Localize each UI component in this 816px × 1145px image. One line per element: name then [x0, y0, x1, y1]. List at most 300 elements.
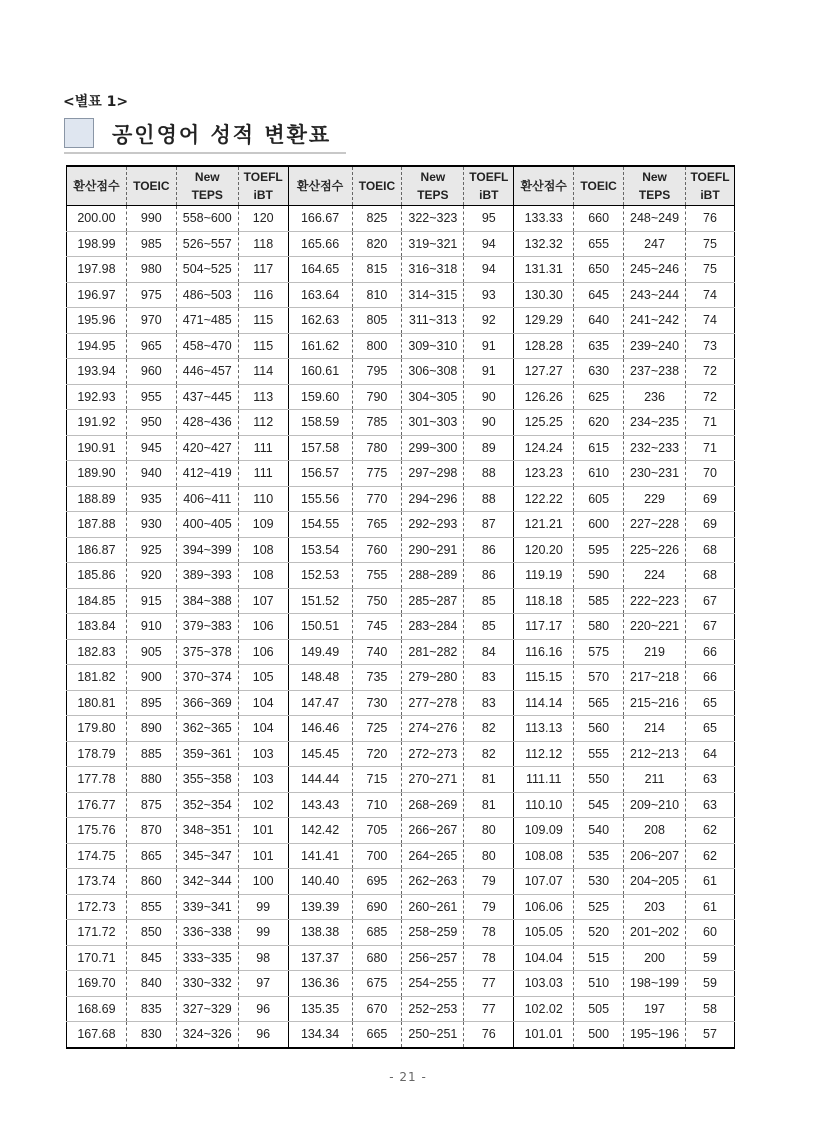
cell-toeic-3: 570: [574, 665, 624, 691]
cell-score-3: 111.11: [514, 767, 574, 793]
header-toefl-line2: iBT: [479, 188, 499, 202]
table-row: [67, 410, 735, 436]
cell-score-3: 122.22: [514, 486, 574, 512]
cell-score-1: 190.91: [67, 435, 127, 461]
cell-toeic-1: 935: [126, 486, 176, 512]
table-row: [67, 486, 735, 512]
header-teps-line2: TEPS: [191, 188, 223, 202]
score-conversion-table: [66, 165, 735, 1049]
cell-toefl-1: 108: [238, 537, 288, 563]
cell-toeic-2: 790: [352, 384, 402, 410]
cell-score-3: 107.07: [514, 869, 574, 895]
cell-teps-3: 197: [624, 996, 686, 1022]
cell-toeic-1: 855: [126, 894, 176, 920]
cell-toeic-2: 785: [352, 410, 402, 436]
header-teps-line1: New: [420, 170, 446, 184]
cell-toefl-1: 115: [238, 333, 288, 359]
cell-teps-2: 294~296: [402, 486, 464, 512]
cell-teps-2: 281~282: [402, 639, 464, 665]
cell-score-3: 128.28: [514, 333, 574, 359]
cell-score-2: 148.48: [288, 665, 352, 691]
cell-toefl-1: 107: [238, 588, 288, 614]
cell-toeic-2: 670: [352, 996, 402, 1022]
cell-score-3: 104.04: [514, 945, 574, 971]
cell-toeic-1: 830: [126, 1022, 176, 1048]
header-toeic: TOEIC: [574, 166, 624, 206]
cell-teps-2: 260~261: [402, 894, 464, 920]
cell-toeic-2: 755: [352, 563, 402, 589]
table-row: [67, 869, 735, 895]
cell-teps-1: 352~354: [176, 792, 238, 818]
cell-toefl-2: 91: [464, 333, 514, 359]
cell-teps-2: 256~257: [402, 945, 464, 971]
cell-toeic-1: 970: [126, 308, 176, 334]
table-row: [67, 282, 735, 308]
cell-teps-1: 384~388: [176, 588, 238, 614]
cell-toeic-2: 795: [352, 359, 402, 385]
cell-toeic-2: 680: [352, 945, 402, 971]
cell-teps-2: 309~310: [402, 333, 464, 359]
cell-teps-2: 254~255: [402, 971, 464, 997]
cell-teps-3: 232~233: [624, 435, 686, 461]
cell-toefl-3: 60: [686, 920, 735, 946]
table-row: [67, 920, 735, 946]
cell-toeic-2: 735: [352, 665, 402, 691]
cell-score-1: 194.95: [67, 333, 127, 359]
cell-teps-3: 217~218: [624, 665, 686, 691]
cell-score-1: 185.86: [67, 563, 127, 589]
cell-toeic-3: 540: [574, 818, 624, 844]
cell-toeic-3: 585: [574, 588, 624, 614]
cell-score-3: 130.30: [514, 282, 574, 308]
cell-score-2: 139.39: [288, 894, 352, 920]
cell-score-3: 102.02: [514, 996, 574, 1022]
cell-teps-3: 225~226: [624, 537, 686, 563]
table-row: [67, 741, 735, 767]
cell-toefl-2: 77: [464, 996, 514, 1022]
table-row: [67, 971, 735, 997]
cell-score-3: 103.03: [514, 971, 574, 997]
cell-teps-3: 220~221: [624, 614, 686, 640]
header-toeic: TOEIC: [126, 166, 176, 206]
header-teps: [402, 166, 464, 206]
cell-toefl-3: 69: [686, 486, 735, 512]
cell-toefl-1: 106: [238, 614, 288, 640]
cell-score-1: 196.97: [67, 282, 127, 308]
cell-score-1: 172.73: [67, 894, 127, 920]
cell-toeic-1: 940: [126, 461, 176, 487]
cell-teps-1: 394~399: [176, 537, 238, 563]
header-score: 환산점수: [67, 166, 127, 206]
cell-toefl-3: 75: [686, 257, 735, 283]
cell-toeic-1: 990: [126, 206, 176, 232]
table-row: [67, 231, 735, 257]
cell-toefl-3: 74: [686, 282, 735, 308]
table-row: [67, 792, 735, 818]
cell-teps-3: 200: [624, 945, 686, 971]
cell-teps-1: 359~361: [176, 741, 238, 767]
cell-toefl-2: 86: [464, 563, 514, 589]
cell-toefl-2: 85: [464, 588, 514, 614]
cell-teps-1: 558~600: [176, 206, 238, 232]
cell-teps-3: 236: [624, 384, 686, 410]
table-row: [67, 767, 735, 793]
cell-score-1: 189.90: [67, 461, 127, 487]
table-row: [67, 996, 735, 1022]
cell-score-3: 118.18: [514, 588, 574, 614]
header-toeic: TOEIC: [352, 166, 402, 206]
table-row: [67, 435, 735, 461]
cell-toefl-1: 104: [238, 690, 288, 716]
cell-score-3: 114.14: [514, 690, 574, 716]
cell-toefl-1: 105: [238, 665, 288, 691]
cell-toefl-1: 111: [238, 435, 288, 461]
cell-toefl-3: 59: [686, 971, 735, 997]
cell-toefl-1: 117: [238, 257, 288, 283]
page-title: 공인영어 성적 변환표: [112, 123, 332, 147]
cell-teps-2: 250~251: [402, 1022, 464, 1048]
cell-score-1: 198.99: [67, 231, 127, 257]
cell-toefl-1: 103: [238, 741, 288, 767]
cell-toefl-1: 116: [238, 282, 288, 308]
cell-toefl-2: 92: [464, 308, 514, 334]
cell-teps-1: 471~485: [176, 308, 238, 334]
cell-toefl-1: 114: [238, 359, 288, 385]
cell-teps-1: 400~405: [176, 512, 238, 538]
cell-toeic-3: 575: [574, 639, 624, 665]
cell-score-3: 120.20: [514, 537, 574, 563]
cell-toeic-2: 760: [352, 537, 402, 563]
cell-teps-2: 266~267: [402, 818, 464, 844]
table-row: [67, 665, 735, 691]
cell-teps-1: 362~365: [176, 716, 238, 742]
cell-toefl-2: 77: [464, 971, 514, 997]
header-teps-line1: New: [642, 170, 667, 184]
cell-score-2: 166.67: [288, 206, 352, 232]
cell-teps-2: 301~303: [402, 410, 464, 436]
cell-score-3: 127.27: [514, 359, 574, 385]
cell-score-2: 150.51: [288, 614, 352, 640]
cell-teps-1: 406~411: [176, 486, 238, 512]
cell-score-2: 147.47: [288, 690, 352, 716]
cell-score-3: 129.29: [514, 308, 574, 334]
cell-toefl-2: 84: [464, 639, 514, 665]
cell-teps-1: 339~341: [176, 894, 238, 920]
cell-toefl-1: 98: [238, 945, 288, 971]
cell-teps-2: 290~291: [402, 537, 464, 563]
cell-teps-2: 258~259: [402, 920, 464, 946]
cell-toefl-2: 79: [464, 869, 514, 895]
header-teps-line2: TEPS: [417, 188, 449, 202]
cell-toeic-2: 770: [352, 486, 402, 512]
cell-teps-1: 458~470: [176, 333, 238, 359]
cell-score-1: 176.77: [67, 792, 127, 818]
cell-toefl-1: 111: [238, 461, 288, 487]
cell-toefl-2: 88: [464, 486, 514, 512]
cell-score-2: 140.40: [288, 869, 352, 895]
cell-toefl-3: 72: [686, 384, 735, 410]
cell-teps-1: 504~525: [176, 257, 238, 283]
cell-toeic-1: 910: [126, 614, 176, 640]
cell-score-1: 181.82: [67, 665, 127, 691]
cell-toeic-1: 865: [126, 843, 176, 869]
cell-toeic-2: 690: [352, 894, 402, 920]
cell-teps-1: 327~329: [176, 996, 238, 1022]
cell-toefl-1: 96: [238, 1022, 288, 1048]
cell-score-1: 183.84: [67, 614, 127, 640]
cell-toefl-3: 73: [686, 333, 735, 359]
cell-toefl-3: 66: [686, 665, 735, 691]
cell-teps-3: 247: [624, 231, 686, 257]
cell-toefl-1: 104: [238, 716, 288, 742]
cell-teps-2: 279~280: [402, 665, 464, 691]
cell-teps-3: 248~249: [624, 206, 686, 232]
cell-toefl-2: 78: [464, 945, 514, 971]
cell-score-3: 112.12: [514, 741, 574, 767]
cell-toeic-2: 695: [352, 869, 402, 895]
cell-teps-1: 342~344: [176, 869, 238, 895]
cell-toefl-3: 71: [686, 410, 735, 436]
cell-score-1: 197.98: [67, 257, 127, 283]
table-row: [67, 384, 735, 410]
cell-score-2: 156.57: [288, 461, 352, 487]
cell-toeic-3: 600: [574, 512, 624, 538]
cell-toefl-1: 99: [238, 920, 288, 946]
cell-toefl-3: 70: [686, 461, 735, 487]
cell-score-2: 153.54: [288, 537, 352, 563]
cell-teps-2: 264~265: [402, 843, 464, 869]
cell-toeic-1: 950: [126, 410, 176, 436]
cell-toefl-3: 63: [686, 767, 735, 793]
cell-toefl-2: 94: [464, 231, 514, 257]
cell-score-2: 155.56: [288, 486, 352, 512]
cell-score-2: 151.52: [288, 588, 352, 614]
header-teps-line1: New: [194, 170, 220, 184]
cell-toefl-2: 90: [464, 410, 514, 436]
cell-toeic-1: 985: [126, 231, 176, 257]
cell-toefl-3: 58: [686, 996, 735, 1022]
table-row: [67, 461, 735, 487]
cell-teps-2: 314~315: [402, 282, 464, 308]
cell-toefl-3: 68: [686, 563, 735, 589]
cell-score-1: 193.94: [67, 359, 127, 385]
table-row: [67, 206, 735, 232]
cell-toeic-1: 960: [126, 359, 176, 385]
cell-toeic-2: 665: [352, 1022, 402, 1048]
cell-score-1: 186.87: [67, 537, 127, 563]
cell-teps-3: 212~213: [624, 741, 686, 767]
header-score: 환산점수: [288, 166, 352, 206]
cell-toefl-3: 64: [686, 741, 735, 767]
cell-teps-2: 311~313: [402, 308, 464, 334]
cell-teps-3: 237~238: [624, 359, 686, 385]
table-row: [67, 588, 735, 614]
cell-score-2: 163.64: [288, 282, 352, 308]
cell-toeic-1: 880: [126, 767, 176, 793]
cell-teps-2: 322~323: [402, 206, 464, 232]
cell-teps-3: 229: [624, 486, 686, 512]
cell-toeic-3: 500: [574, 1022, 624, 1048]
table-row: [67, 614, 735, 640]
cell-toeic-3: 630: [574, 359, 624, 385]
cell-teps-2: 316~318: [402, 257, 464, 283]
title-bar: [64, 118, 346, 154]
cell-toeic-3: 645: [574, 282, 624, 308]
cell-toeic-1: 840: [126, 971, 176, 997]
cell-toeic-3: 650: [574, 257, 624, 283]
cell-teps-2: 252~253: [402, 996, 464, 1022]
cell-toefl-1: 112: [238, 410, 288, 436]
table-body: [67, 206, 735, 1048]
cell-score-2: 143.43: [288, 792, 352, 818]
cell-score-1: 174.75: [67, 843, 127, 869]
table-row: [67, 563, 735, 589]
cell-toeic-2: 765: [352, 512, 402, 538]
cell-toeic-1: 980: [126, 257, 176, 283]
cell-score-2: 157.58: [288, 435, 352, 461]
cell-teps-1: 348~351: [176, 818, 238, 844]
cell-toeic-3: 505: [574, 996, 624, 1022]
cell-score-2: 152.53: [288, 563, 352, 589]
cell-toeic-1: 920: [126, 563, 176, 589]
cell-score-2: 158.59: [288, 410, 352, 436]
table-row: [67, 308, 735, 334]
cell-toeic-1: 860: [126, 869, 176, 895]
header-toefl: [238, 166, 288, 206]
cell-toefl-1: 115: [238, 308, 288, 334]
cell-teps-3: 243~244: [624, 282, 686, 308]
cell-score-3: 110.10: [514, 792, 574, 818]
cell-score-3: 116.16: [514, 639, 574, 665]
cell-score-2: 135.35: [288, 996, 352, 1022]
cell-teps-1: 336~338: [176, 920, 238, 946]
cell-score-1: 188.89: [67, 486, 127, 512]
cell-teps-3: 224: [624, 563, 686, 589]
cell-toefl-2: 83: [464, 665, 514, 691]
cell-toeic-1: 885: [126, 741, 176, 767]
cell-toefl-2: 90: [464, 384, 514, 410]
cell-toefl-3: 67: [686, 614, 735, 640]
cell-teps-3: 208: [624, 818, 686, 844]
cell-toeic-2: 740: [352, 639, 402, 665]
cell-teps-1: 526~557: [176, 231, 238, 257]
cell-toefl-3: 62: [686, 843, 735, 869]
cell-score-2: 137.37: [288, 945, 352, 971]
cell-toeic-2: 810: [352, 282, 402, 308]
cell-toeic-2: 820: [352, 231, 402, 257]
cell-toefl-3: 72: [686, 359, 735, 385]
cell-toefl-3: 61: [686, 894, 735, 920]
cell-toeic-2: 715: [352, 767, 402, 793]
cell-toefl-2: 79: [464, 894, 514, 920]
cell-toeic-2: 825: [352, 206, 402, 232]
table-header-row: [67, 166, 735, 206]
cell-score-3: 121.21: [514, 512, 574, 538]
cell-score-3: 105.05: [514, 920, 574, 946]
cell-toeic-3: 615: [574, 435, 624, 461]
cell-toeic-1: 915: [126, 588, 176, 614]
cell-toefl-1: 103: [238, 767, 288, 793]
cell-teps-3: 215~216: [624, 690, 686, 716]
cell-toeic-2: 780: [352, 435, 402, 461]
cell-score-3: 126.26: [514, 384, 574, 410]
cell-teps-1: 428~436: [176, 410, 238, 436]
cell-toeic-3: 520: [574, 920, 624, 946]
cell-score-1: 178.79: [67, 741, 127, 767]
cell-teps-3: 241~242: [624, 308, 686, 334]
cell-toeic-2: 775: [352, 461, 402, 487]
cell-score-3: 119.19: [514, 563, 574, 589]
cell-teps-3: 245~246: [624, 257, 686, 283]
cell-score-2: 159.60: [288, 384, 352, 410]
cell-toeic-2: 815: [352, 257, 402, 283]
cell-toefl-1: 97: [238, 971, 288, 997]
cell-toefl-3: 69: [686, 512, 735, 538]
table-row: [67, 333, 735, 359]
cell-toefl-2: 78: [464, 920, 514, 946]
cell-toeic-3: 555: [574, 741, 624, 767]
cell-toeic-2: 700: [352, 843, 402, 869]
cell-score-3: 123.23: [514, 461, 574, 487]
cell-score-1: 195.96: [67, 308, 127, 334]
cell-teps-2: 304~305: [402, 384, 464, 410]
cell-teps-2: 274~276: [402, 716, 464, 742]
cell-score-3: 109.09: [514, 818, 574, 844]
cell-score-3: 108.08: [514, 843, 574, 869]
cell-toeic-1: 845: [126, 945, 176, 971]
cell-toeic-3: 525: [574, 894, 624, 920]
table-row: [67, 359, 735, 385]
cell-toeic-3: 550: [574, 767, 624, 793]
cell-toeic-1: 905: [126, 639, 176, 665]
cell-toefl-2: 93: [464, 282, 514, 308]
cell-toeic-2: 745: [352, 614, 402, 640]
header-teps-line2: TEPS: [638, 188, 671, 202]
cell-score-2: 146.46: [288, 716, 352, 742]
cell-teps-3: 222~223: [624, 588, 686, 614]
cell-toeic-3: 610: [574, 461, 624, 487]
cell-score-2: 161.62: [288, 333, 352, 359]
cell-teps-3: 214: [624, 716, 686, 742]
cell-toeic-1: 890: [126, 716, 176, 742]
cell-toefl-1: 102: [238, 792, 288, 818]
cell-toefl-3: 65: [686, 690, 735, 716]
cell-score-3: 125.25: [514, 410, 574, 436]
cell-score-2: 154.55: [288, 512, 352, 538]
cell-toefl-2: 80: [464, 818, 514, 844]
cell-teps-2: 288~289: [402, 563, 464, 589]
cell-toeic-1: 900: [126, 665, 176, 691]
cell-teps-2: 277~278: [402, 690, 464, 716]
cell-toeic-3: 640: [574, 308, 624, 334]
cell-teps-3: 211: [624, 767, 686, 793]
cell-toefl-1: 101: [238, 818, 288, 844]
cell-toeic-3: 595: [574, 537, 624, 563]
cell-teps-3: 198~199: [624, 971, 686, 997]
cell-toeic-2: 805: [352, 308, 402, 334]
cell-toefl-2: 95: [464, 206, 514, 232]
cell-score-3: 113.13: [514, 716, 574, 742]
cell-toefl-2: 88: [464, 461, 514, 487]
cell-score-1: 200.00: [67, 206, 127, 232]
cell-toeic-3: 635: [574, 333, 624, 359]
cell-teps-3: 204~205: [624, 869, 686, 895]
cell-score-2: 142.42: [288, 818, 352, 844]
cell-score-1: 167.68: [67, 1022, 127, 1048]
cell-teps-1: 420~427: [176, 435, 238, 461]
cell-toefl-1: 108: [238, 563, 288, 589]
header-toefl-line2: iBT: [700, 188, 720, 202]
